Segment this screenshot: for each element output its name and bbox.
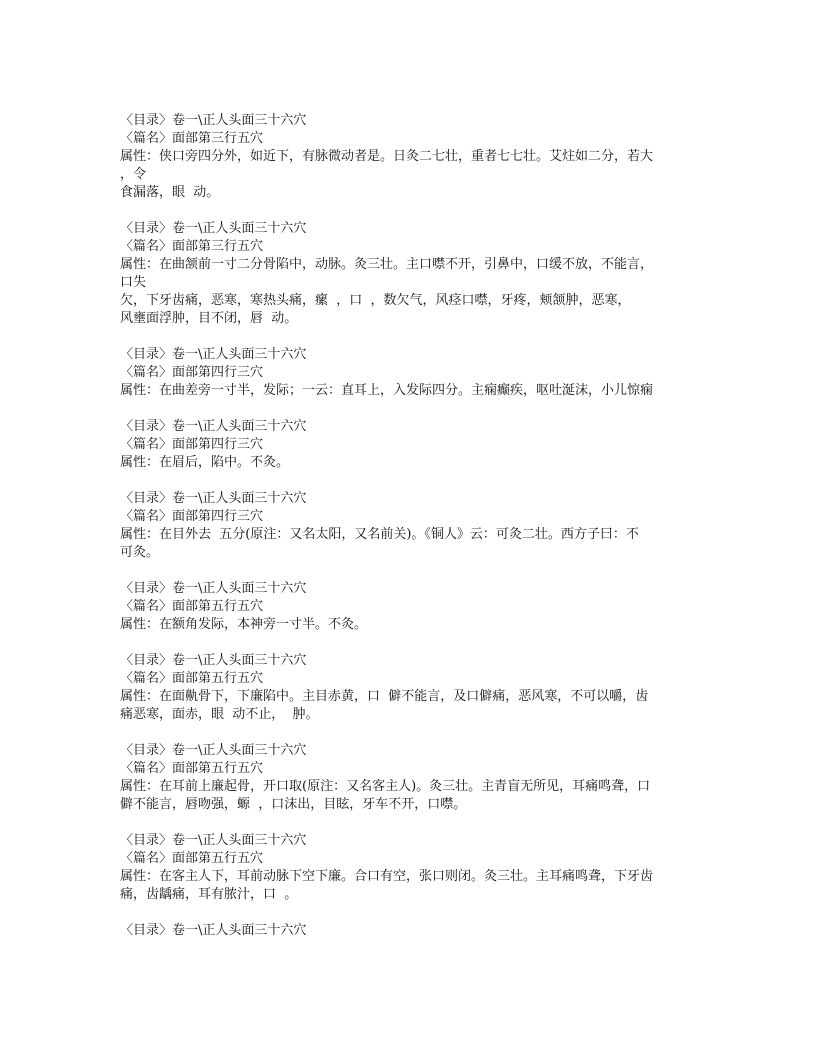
attribute-line: 欠，下牙齿痛，恶寒，寒热头痛，瘰 ，口 ，数欠气，风痉口噤，牙疼，颊颔肿，恶寒，	[120, 293, 631, 308]
chapter-line: 〈篇名〉面部第五行五穴	[120, 761, 264, 776]
chapter-line: 〈篇名〉面部第五行五穴	[120, 599, 264, 614]
divider	[120, 472, 700, 490]
catalog-line: 〈目录〉卷一\正人头面三十六穴	[120, 419, 307, 434]
attribute-line: 属性：在面鼽骨下，下廉陷中。主目赤黄，口 僻不能言，及口僻痛，恶风寒，不可以嚼，齿	[120, 689, 649, 704]
chapter-line: 〈篇名〉面部第三行五穴	[120, 239, 264, 254]
entry	[120, 580, 700, 634]
divider	[120, 634, 700, 652]
entry	[120, 112, 700, 202]
chapter-line: 〈篇名〉面部第三行五穴	[120, 131, 264, 146]
attribute-line: 属性：在曲颔前一寸二分骨陷中，动脉。灸三壮。主口噤不开，引鼻中，口缓不放，不能言，	[120, 257, 654, 272]
entry	[120, 220, 700, 328]
catalog-line: 〈目录〉卷一\正人头面三十六穴	[120, 221, 307, 236]
catalog-line: 〈目录〉卷一\正人头面三十六穴	[120, 923, 307, 938]
divider	[120, 202, 700, 220]
attribute-line: 风壅面浮肿，目不闭，唇 动。	[120, 311, 298, 326]
entry	[120, 490, 700, 562]
entry	[120, 832, 700, 904]
catalog-line: 〈目录〉卷一\正人头面三十六穴	[120, 113, 307, 128]
chapter-line: 〈篇名〉面部第四行三穴	[120, 509, 264, 524]
catalog-line: 〈目录〉卷一\正人头面三十六穴	[120, 743, 307, 758]
catalog-line: 〈目录〉卷一\正人头面三十六穴	[120, 491, 307, 506]
entry	[120, 418, 700, 472]
catalog-line: 〈目录〉卷一\正人头面三十六穴	[120, 347, 307, 362]
divider	[120, 904, 700, 922]
attribute-line: 属性：在额角发际，本神旁一寸半。不灸。	[120, 617, 368, 632]
divider	[120, 724, 700, 742]
entry	[120, 742, 700, 814]
chapter-line: 〈篇名〉面部第四行三穴	[120, 365, 264, 380]
chapter-line: 〈篇名〉面部第五行五穴	[120, 671, 264, 686]
divider	[120, 814, 700, 832]
chapter-line: 〈篇名〉面部第五行五穴	[120, 851, 264, 866]
attribute-line: 可灸。	[120, 545, 160, 560]
attribute-line: 口失	[120, 275, 147, 290]
attribute-line: 属性：在眉后，陷中。不灸。	[120, 455, 290, 470]
attribute-line: 属性：在耳前上廉起骨，开口取(原注：又名客主人)。灸三壮。主青盲无所见，耳痛鸣聋，口	[120, 779, 651, 794]
attribute-line: 食漏落，眼 动。	[120, 185, 220, 200]
document-page	[120, 112, 700, 940]
attribute-line: 痛，齿龋痛，耳有脓汁，口 。	[120, 887, 298, 902]
attribute-line: 僻不能言，唇吻强，螈 ，口沫出，目眩，牙车不开，口噤。	[120, 797, 467, 812]
divider	[120, 400, 700, 418]
entry	[120, 652, 700, 724]
attribute-line: ，令	[120, 167, 147, 182]
entry	[120, 346, 700, 400]
catalog-line: 〈目录〉卷一\正人头面三十六穴	[120, 581, 307, 596]
attribute-line: 属性：侠口旁四分外，如近下，有脉微动者是。日灸二七壮，重者七七壮。艾炷如二分，若大	[120, 149, 654, 164]
catalog-line: 〈目录〉卷一\正人头面三十六穴	[120, 653, 307, 668]
attribute-line: 属性：在客主人下，耳前动脉下空下廉。合口有空，张口则闭。灸三壮。主耳痛鸣聋，下牙齿	[120, 869, 654, 884]
divider	[120, 328, 700, 346]
attribute-line: 痛恶寒，面赤，眼 动不止， 肿。	[120, 707, 319, 722]
entry	[120, 922, 700, 940]
attribute-line: 属性：在目外去 五分(原注：又名太阳，又名前关)。《铜人》云：可灸二壮。西方子曰：不	[120, 527, 639, 542]
divider	[120, 562, 700, 580]
catalog-line: 〈目录〉卷一\正人头面三十六穴	[120, 833, 307, 848]
attribute-line: 属性：在曲差旁一寸半，发际；一云：直耳上，入发际四分。主痫癫疾，呕吐涎沫，小儿惊痫	[120, 383, 654, 398]
chapter-line: 〈篇名〉面部第四行三穴	[120, 437, 264, 452]
